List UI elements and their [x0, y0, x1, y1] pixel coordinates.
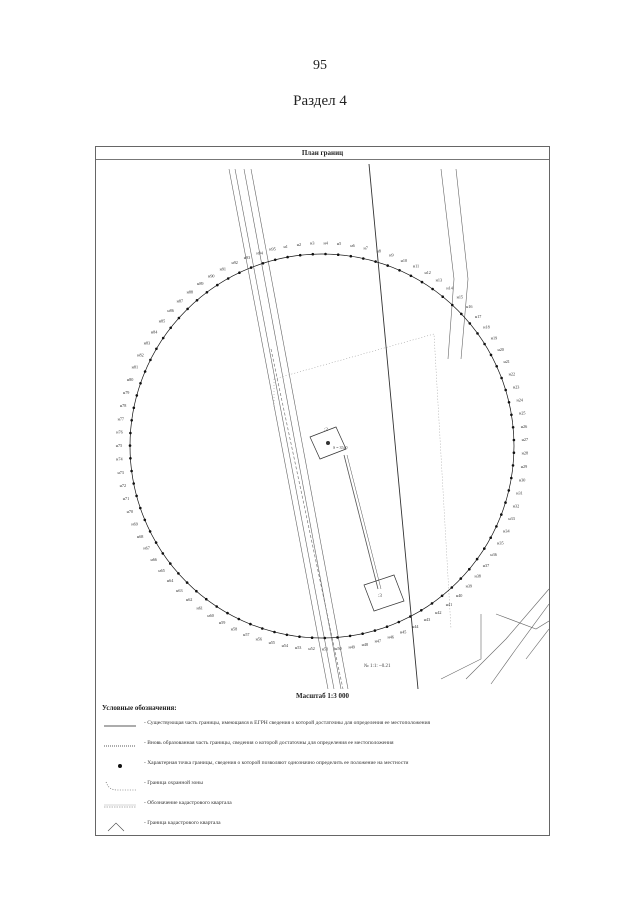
- boundary-point-label: н82: [137, 352, 144, 358]
- boundary-point: [324, 637, 327, 640]
- boundary-point-label: н94: [256, 250, 263, 256]
- boundary-point-label: н95: [269, 246, 276, 252]
- boundary-point: [135, 495, 138, 498]
- boundary-point-label: н56: [255, 636, 263, 642]
- legend-text: - Граница кадастрового квартала: [144, 820, 221, 826]
- boundary-plan-map: [96, 159, 549, 689]
- boundary-point-label: н40: [455, 593, 463, 599]
- boundary-point: [136, 394, 139, 397]
- boundary-point: [500, 377, 503, 380]
- boundary-circle: [130, 254, 514, 638]
- boundary-point: [460, 577, 463, 580]
- boundary-point: [350, 255, 353, 258]
- boundary-point-label: н16: [466, 303, 473, 309]
- boundary-point-label: н5: [336, 241, 342, 247]
- boundary-point-label: н6: [350, 242, 355, 248]
- legend-title: Условные обозначения:: [102, 704, 177, 712]
- boundary-point-label: н41: [445, 601, 453, 607]
- cadastral-number-label-icon: [102, 800, 138, 812]
- boundary-point: [349, 635, 352, 638]
- boundary-point-label: н2: [296, 241, 302, 247]
- boundary-point: [215, 605, 218, 608]
- boundary-point-label: н76: [116, 429, 123, 435]
- boundary-point-label: н71: [122, 496, 130, 502]
- boundary-point: [386, 264, 389, 267]
- boundary-point: [504, 389, 507, 392]
- boundary-point: [139, 507, 142, 510]
- boundary-point: [451, 304, 454, 307]
- boundary-point: [483, 547, 486, 550]
- boundary-point: [460, 313, 463, 316]
- boundary-point-label: н24: [516, 397, 523, 403]
- boundary-point: [206, 291, 209, 294]
- new-boundary-line-icon: [102, 740, 138, 752]
- boundary-point-label: н10: [400, 257, 408, 263]
- boundary-point-label: н3: [310, 240, 315, 246]
- boundary-point: [324, 253, 327, 256]
- boundary-point: [226, 612, 229, 615]
- boundary-point: [398, 621, 401, 624]
- boundary-point-label: н48: [361, 641, 369, 647]
- boundary-point-label: н23: [512, 384, 520, 390]
- boundary-point: [133, 407, 136, 410]
- boundary-point: [312, 253, 315, 256]
- boundary-point: [149, 359, 152, 362]
- boundary-point: [238, 618, 241, 621]
- boundary-point-label: н87: [176, 298, 184, 304]
- boundary-point-label: н60: [207, 613, 214, 619]
- boundary-point: [398, 269, 401, 272]
- boundary-point-label: н64: [166, 578, 174, 584]
- boundary-point-label: н22: [508, 371, 516, 377]
- boundary-point-label: н59: [218, 620, 226, 626]
- boundary-point-label: н35: [497, 540, 504, 546]
- boundary-point-label: н32: [512, 503, 520, 509]
- boundary-point: [441, 595, 444, 598]
- boundary-point: [337, 253, 340, 256]
- lot-2-label: :2: [324, 428, 328, 433]
- boundary-point: [149, 530, 152, 533]
- boundary-point: [250, 266, 253, 269]
- boundary-point-label: н28: [521, 450, 529, 456]
- boundary-point-label: н11: [412, 263, 420, 269]
- boundary-point-label: н33: [508, 516, 515, 522]
- boundary-point: [510, 477, 513, 480]
- plan-title: План границ: [96, 147, 549, 160]
- legend-text: - Обозначение кадастрового квартала: [144, 800, 232, 806]
- boundary-point-label: н36: [490, 552, 497, 557]
- boundary-point: [362, 257, 365, 260]
- boundary-point: [386, 625, 389, 628]
- lot-3-label: :3: [378, 594, 382, 599]
- boundary-point: [196, 299, 199, 302]
- boundary-point-label: н44: [412, 623, 419, 629]
- boundary-point: [162, 552, 165, 555]
- boundary-point-label: н30: [518, 477, 526, 483]
- boundary-point: [216, 284, 219, 287]
- boundary-point-label: н9: [389, 252, 394, 258]
- boundary-point: [129, 457, 132, 460]
- boundary-point-label: н55: [268, 640, 276, 646]
- legend-row-cadastral-quarter: [102, 817, 542, 837]
- boundary-point-label: н85: [158, 318, 166, 324]
- boundary-point: [144, 519, 147, 522]
- boundary-point-label: н79: [122, 390, 130, 396]
- boundary-point: [238, 271, 241, 274]
- legend-row-existing-boundary: [102, 717, 542, 737]
- boundary-point-label: н14: [446, 285, 453, 291]
- boundary-point: [286, 634, 289, 637]
- scale-label: Масштаб 1:3 000: [296, 692, 349, 700]
- boundary-point: [169, 562, 172, 565]
- boundary-point-label: н72: [119, 483, 127, 489]
- legend-text: - Граница охранной зоны: [144, 780, 203, 786]
- boundary-plan-frame: [95, 146, 550, 836]
- boundary-point: [129, 444, 132, 447]
- boundary-point-label: н13: [435, 277, 443, 283]
- boundary-point: [513, 439, 516, 442]
- boundary-point-label: н54: [281, 643, 289, 649]
- lot-area-note: S = 3540: [333, 445, 348, 450]
- boundary-point-label: н46: [387, 634, 394, 640]
- legend: [102, 717, 542, 837]
- boundary-point: [177, 572, 180, 575]
- boundary-point: [468, 568, 471, 571]
- boundary-point: [130, 419, 133, 422]
- boundary-point: [409, 615, 412, 618]
- boundary-point-label: н18: [483, 324, 490, 330]
- connection-line-2: [347, 455, 381, 589]
- boundary-point: [129, 432, 132, 435]
- boundary-point-label: н92: [231, 260, 238, 266]
- boundary-point-label: н63: [176, 588, 183, 593]
- boundary-point-label: н93: [243, 254, 251, 260]
- boundary-point-label: н62: [185, 597, 193, 603]
- boundary-point-label: н70: [126, 509, 134, 515]
- boundary-point: [155, 541, 158, 544]
- boundary-point: [144, 370, 147, 373]
- boundary-point-label: н83: [143, 340, 151, 346]
- boundary-point-label: н7: [363, 245, 368, 251]
- boundary-point-label: н47: [374, 638, 382, 644]
- boundary-point-label: н61: [196, 605, 203, 611]
- boundary-point-label: н66: [150, 557, 157, 562]
- boundary-point-label: н29: [520, 464, 528, 469]
- boundary-point: [262, 262, 265, 265]
- boundary-point-label: н4: [323, 240, 328, 246]
- boundary-point: [374, 629, 377, 632]
- boundary-point-label: н81: [131, 364, 139, 370]
- boundary-point: [495, 365, 498, 368]
- road-label: № 1:1: ~0.21: [364, 664, 391, 669]
- boundary-point-label: н50: [335, 645, 342, 651]
- boundary-point-label: н65: [158, 567, 165, 573]
- boundary-point: [441, 295, 444, 298]
- boundary-point-label: н42: [435, 609, 442, 615]
- boundary-point-label: н25: [519, 410, 526, 416]
- boundary-point: [132, 482, 135, 485]
- boundary-point-label: н75: [115, 443, 123, 449]
- legend-row-characteristic-point: [102, 757, 542, 777]
- legend-row-new-boundary: [102, 737, 542, 757]
- boundary-point: [508, 401, 511, 404]
- boundary-point: [420, 609, 423, 612]
- boundary-point-label: н53: [294, 645, 302, 651]
- boundary-point-label: н37: [482, 563, 490, 569]
- boundary-point: [489, 536, 492, 539]
- boundary-point: [130, 470, 133, 473]
- boundary-point: [186, 581, 189, 584]
- boundary-point-label: н39: [465, 583, 473, 589]
- lot-2: [310, 427, 347, 459]
- boundary-point-label: н69: [131, 521, 138, 527]
- boundary-point-label: н51: [321, 646, 329, 652]
- boundary-point: [261, 627, 264, 630]
- boundary-point: [273, 631, 276, 634]
- boundary-point-label: н34: [503, 528, 510, 534]
- boundary-point-label: н88: [186, 289, 194, 295]
- section-title: Раздел 4: [293, 93, 347, 109]
- boundary-point-label: н19: [490, 335, 498, 341]
- boundary-point-label: н91: [219, 266, 227, 272]
- boundary-point-label: н17: [474, 313, 482, 319]
- boundary-point-label: н8: [376, 248, 381, 254]
- boundary-point: [500, 513, 503, 516]
- boundary-point-label: н1: [283, 243, 288, 249]
- boundary-point: [227, 277, 230, 280]
- boundary-point: [169, 327, 172, 330]
- boundary-point: [495, 525, 498, 528]
- boundary-point: [298, 635, 301, 638]
- connection-line: [344, 455, 378, 589]
- boundary-point: [249, 623, 252, 626]
- boundary-point: [162, 337, 165, 340]
- boundary-point: [421, 281, 424, 284]
- boundary-point: [476, 332, 479, 335]
- existing-boundary-line-icon: [102, 720, 138, 732]
- boundary-point: [504, 501, 507, 504]
- boundary-point: [410, 275, 413, 278]
- boundary-point-label: н20: [497, 347, 504, 353]
- characteristic-point-icon: [102, 760, 138, 772]
- boundary-point-label: н45: [399, 629, 407, 635]
- legend-text: - Существующая часть границы, имеющаяся в ЕГРН сведения о которой достаточны для определения ее местоположения: [144, 720, 431, 726]
- boundary-point-label: н67: [143, 545, 150, 551]
- boundary-point: [336, 636, 339, 639]
- boundary-point: [186, 308, 189, 311]
- boundary-point-label: н57: [243, 631, 250, 637]
- boundary-point: [361, 632, 364, 635]
- boundary-point-label: н58: [230, 626, 238, 632]
- boundary-point: [431, 602, 434, 605]
- boundary-point-label: н12: [424, 270, 431, 276]
- boundary-point: [274, 259, 277, 262]
- page-number: 95: [313, 58, 327, 73]
- boundary-point: [374, 260, 377, 263]
- boundary-point-label: н90: [208, 273, 215, 279]
- boundary-point: [155, 348, 158, 351]
- boundary-point: [512, 426, 515, 429]
- lot-3: [364, 575, 404, 611]
- boundary-point: [178, 317, 181, 320]
- boundary-point: [490, 354, 493, 357]
- boundary-point-label: н68: [136, 533, 144, 539]
- boundary-point: [513, 451, 516, 454]
- boundary-point: [451, 586, 454, 589]
- boundary-point-label: н31: [516, 490, 523, 496]
- boundary-point-label: н77: [117, 416, 125, 422]
- boundary-point-label: н26: [520, 423, 528, 429]
- legend-text: - Характерная точка границы, сведения о которой позволяют однозначно определить ее положение на местности: [144, 760, 409, 766]
- boundary-point-label: н49: [348, 644, 355, 650]
- cadastral-quarter-outline: [274, 334, 451, 629]
- boundary-point-label: н84: [150, 329, 158, 335]
- legend-row-cadastral-number: [102, 797, 542, 817]
- legend-text: - Вновь образованная часть границы, сведения о которой достаточны для определения ее местоположения: [144, 740, 394, 746]
- boundary-point: [205, 598, 208, 601]
- boundary-point-label: н89: [197, 281, 204, 286]
- boundary-point-label: н15: [456, 294, 464, 300]
- boundary-point-label: н52: [308, 646, 315, 652]
- boundary-point: [512, 464, 515, 467]
- boundary-point-label: н73: [117, 469, 124, 475]
- boundary-point: [286, 256, 289, 259]
- boundary-point: [510, 414, 513, 417]
- legend-row-zone-boundary: [102, 777, 542, 797]
- boundary-point-label: н86: [167, 308, 174, 314]
- right-roads: [441, 169, 549, 684]
- boundary-point-label: н74: [116, 456, 123, 462]
- boundary-point-label: н78: [119, 403, 127, 409]
- boundary-point: [483, 343, 486, 346]
- boundary-point: [469, 322, 472, 325]
- cadastral-quarter-boundary-icon: [102, 820, 138, 832]
- boundary-point: [508, 489, 511, 492]
- zone-boundary-icon: [102, 780, 138, 792]
- boundary-point-label: н27: [521, 437, 529, 443]
- boundary-point-label: н80: [126, 377, 134, 383]
- boundary-point: [476, 558, 479, 561]
- boundary-point-label: н21: [503, 359, 510, 365]
- boundary-point: [311, 636, 314, 639]
- boundary-point: [431, 288, 434, 291]
- boundary-point: [139, 382, 142, 385]
- boundary-point-label: н38: [474, 573, 481, 579]
- boundary-point: [195, 590, 198, 593]
- boundary-point: [299, 254, 302, 257]
- boundary-point-label: н43: [423, 617, 431, 623]
